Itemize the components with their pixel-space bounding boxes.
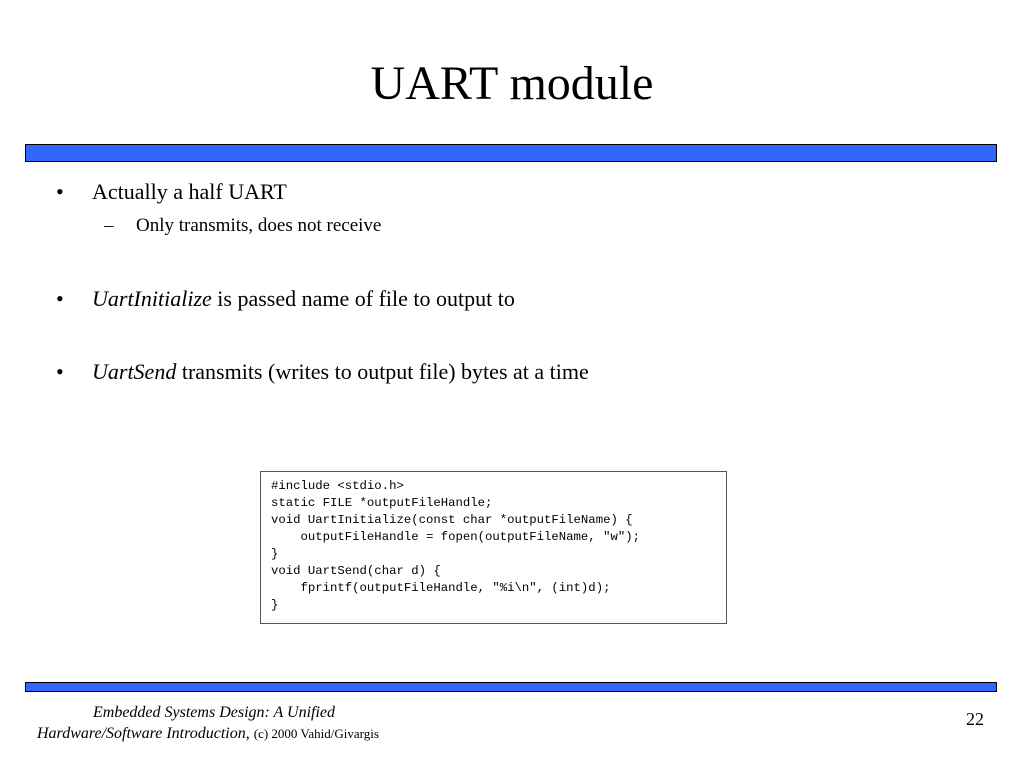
function-name-uart-send: UartSend (92, 359, 177, 384)
code-listing-box (260, 471, 727, 624)
slide-title: UART module (370, 57, 654, 110)
bullet-text: transmits (writes to output file) bytes at a time (176, 359, 589, 384)
code-line: } (271, 598, 279, 612)
bottom-divider-bar (25, 682, 997, 692)
footer-book-title-line1: Embedded Systems Design: A Unified (93, 704, 336, 721)
sub-bullet-text: Only transmits, does not receive (136, 215, 382, 236)
code-line: static FILE *outputFileHandle; (271, 496, 493, 510)
footer-copyright: (c) 2000 Vahid/Givargis (253, 726, 379, 741)
code-line: void UartSend(char d) { (271, 564, 441, 578)
sub-bullet-marker: – (104, 215, 114, 236)
code-line: void UartInitialize(const char *outputFileName) { (271, 513, 633, 527)
bullet-marker: • (56, 179, 64, 204)
top-divider-bar (25, 144, 997, 162)
footer-book-title-line2 (37, 723, 379, 744)
bullet-text-wrapper (92, 358, 589, 386)
code-line: outputFileHandle = fopen(outputFileName, "w"); (271, 530, 640, 544)
code-line: fprintf(outputFileHandle, "%i\n", (int)d); (271, 581, 611, 595)
bullet-text: is passed name of file to output to (211, 286, 515, 311)
function-name-uart-initialize: UartInitialize (92, 286, 212, 311)
footer-book-subtitle: Hardware/Software Introduction, (37, 725, 250, 742)
page-number: 22 (966, 709, 984, 729)
code-line: #include <stdio.h> (271, 479, 404, 493)
bullet-marker: • (56, 359, 64, 384)
bullet-marker: • (56, 286, 64, 311)
bullet-text-wrapper (92, 285, 515, 313)
bullet-text: Actually a half UART (92, 179, 287, 204)
code-line: } (271, 547, 279, 561)
